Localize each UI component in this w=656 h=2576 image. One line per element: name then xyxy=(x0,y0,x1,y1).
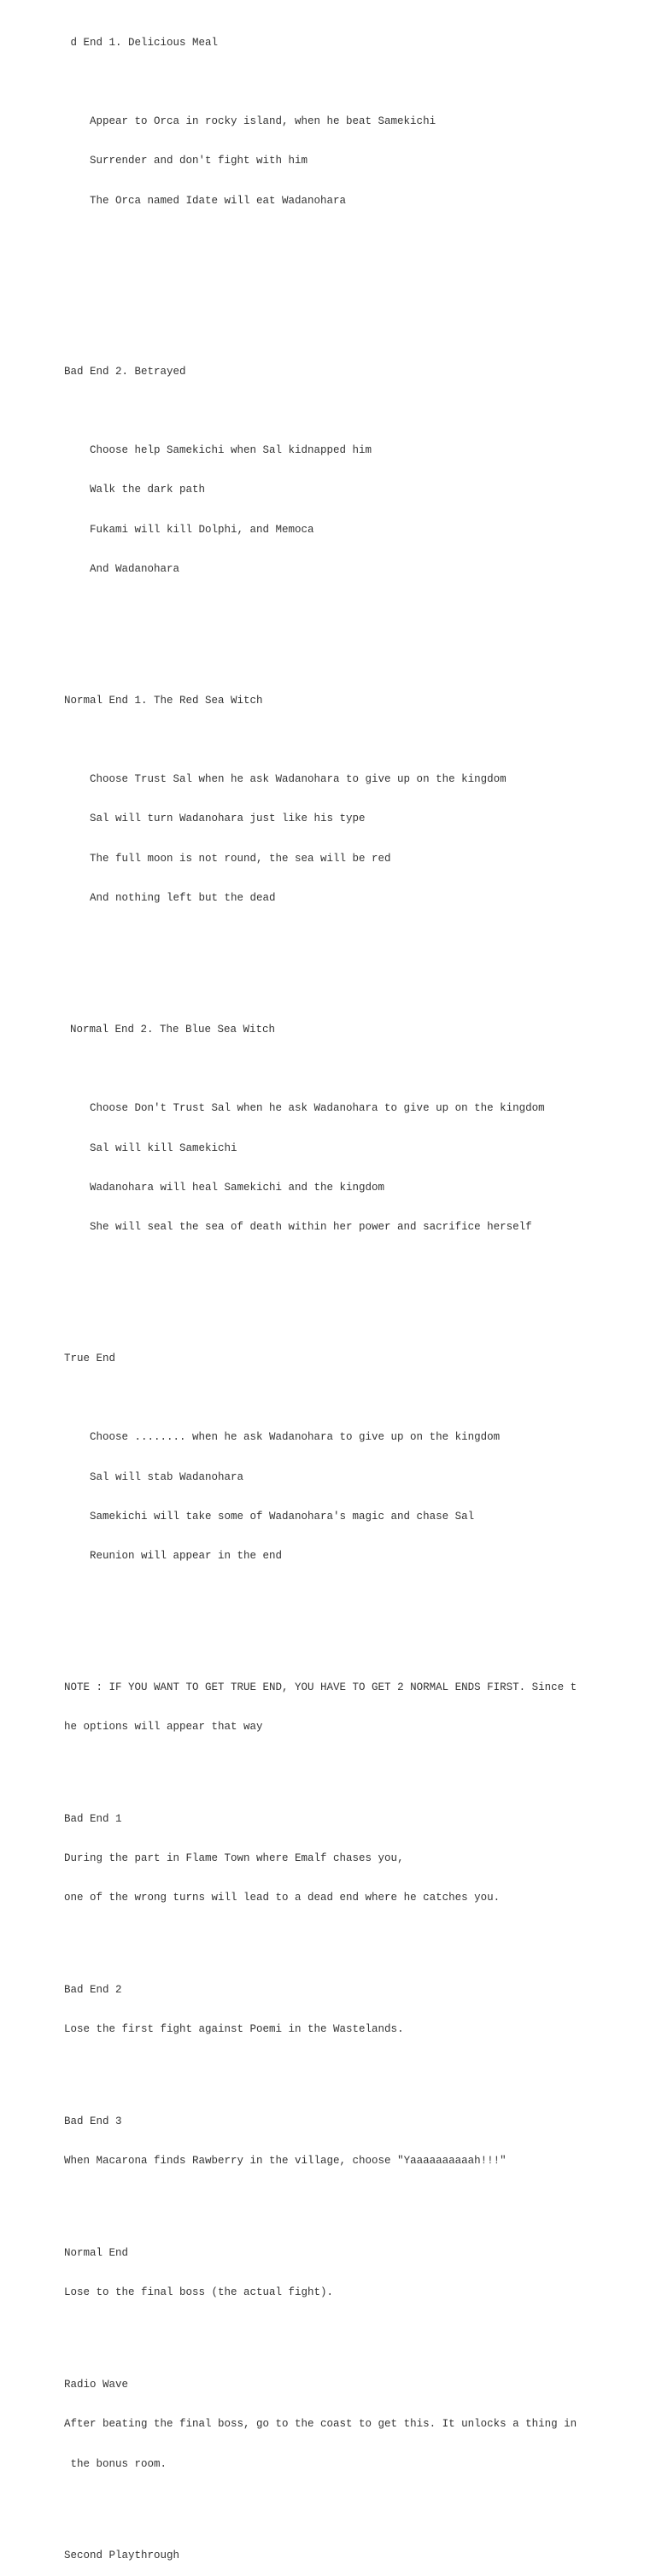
entry-title-bad-end-1: Bad End 1 xyxy=(64,1812,122,1825)
text-line: Wadanohara will heal Samekichi and the kingdom xyxy=(90,1181,385,1194)
text-line: Samekichi will take some of Wadanohara's magic and chase Sal xyxy=(90,1510,475,1523)
text-line: Choose Trust Sal when he ask Wadanohara to give up on the kingdom xyxy=(90,773,507,786)
document-text xyxy=(64,10,645,2576)
note-line-2: he options will appear that way xyxy=(64,1721,263,1734)
section-title-red-sea-witch: Normal End 1. The Red Sea Witch xyxy=(64,694,263,707)
text-line: Choose help Samekichi when Sal kidnapped him xyxy=(90,444,372,457)
text-line: Choose ........ when he ask Wadanohara to give up on the kingdom xyxy=(90,1431,501,1444)
text-line: When Macarona finds Rawberry in the village, choose "Yaaaaaaaaaah!!!" xyxy=(64,2155,507,2168)
text-line: During the part in Flame Town where Emalf chases you, xyxy=(64,1852,404,1865)
section-title-true-end: True End xyxy=(64,1352,116,1364)
text-line: Choose Don't Trust Sal when he ask Wadanohara to give up on the kingdom xyxy=(90,1102,545,1115)
text-line: She will seal the sea of death within her power and sacrifice herself xyxy=(90,1220,532,1233)
text-line: Walk the dark path xyxy=(90,484,206,496)
text-line: Fukami will kill Dolphi, and Memoca xyxy=(90,523,314,536)
text-line: The Orca named Idate will eat Wadanohara xyxy=(90,194,347,207)
section-title-betrayed: Bad End 2. Betrayed xyxy=(64,365,186,378)
text-line: one of the wrong turns will lead to a dead end where he catches you. xyxy=(64,1892,501,1904)
text-line: Sal will turn Wadanohara just like his type xyxy=(90,813,366,825)
text-line: Lose to the final boss (the actual fight). xyxy=(64,2286,334,2299)
text-line: Reunion will appear in the end xyxy=(90,1549,283,1562)
text-line: Sal will kill Samekichi xyxy=(90,1141,237,1154)
section-title-delicious-meal: d End 1. Delicious Meal xyxy=(64,36,219,49)
entry-title-normal-end: Normal End xyxy=(64,2247,129,2260)
entry-title-second-playthrough: Second Playthrough xyxy=(64,2550,180,2562)
entry-title-bad-end-3: Bad End 3 xyxy=(64,2115,122,2128)
text-line: And nothing left but the dead xyxy=(90,891,276,904)
note-line-1: NOTE : IF YOU WANT TO GET TRUE END, YOU HAVE TO GET 2 NORMAL ENDS FIRST. Since t xyxy=(64,1681,577,1693)
text-line: The full moon is not round, the sea will be red xyxy=(90,852,391,865)
text-line: Surrender and don't fight with him xyxy=(90,155,308,167)
text-line: Sal will stab Wadanohara xyxy=(90,1470,244,1483)
text-line: And Wadanohara xyxy=(90,562,180,575)
entry-title-radio-wave: Radio Wave xyxy=(64,2379,129,2391)
section-title-blue-sea-witch: Normal End 2. The Blue Sea Witch xyxy=(70,1023,276,1036)
entry-title-bad-end-2: Bad End 2 xyxy=(64,1984,122,1997)
text-line: the bonus room. xyxy=(64,2457,167,2470)
text-line: Lose the first fight against Poemi in the Wastelands. xyxy=(64,2023,404,2036)
text-line: Appear to Orca in rocky island, when he beat Samekichi xyxy=(90,115,436,128)
text-line: After beating the final boss, go to the coast to get this. It unlocks a thing in xyxy=(64,2418,577,2431)
